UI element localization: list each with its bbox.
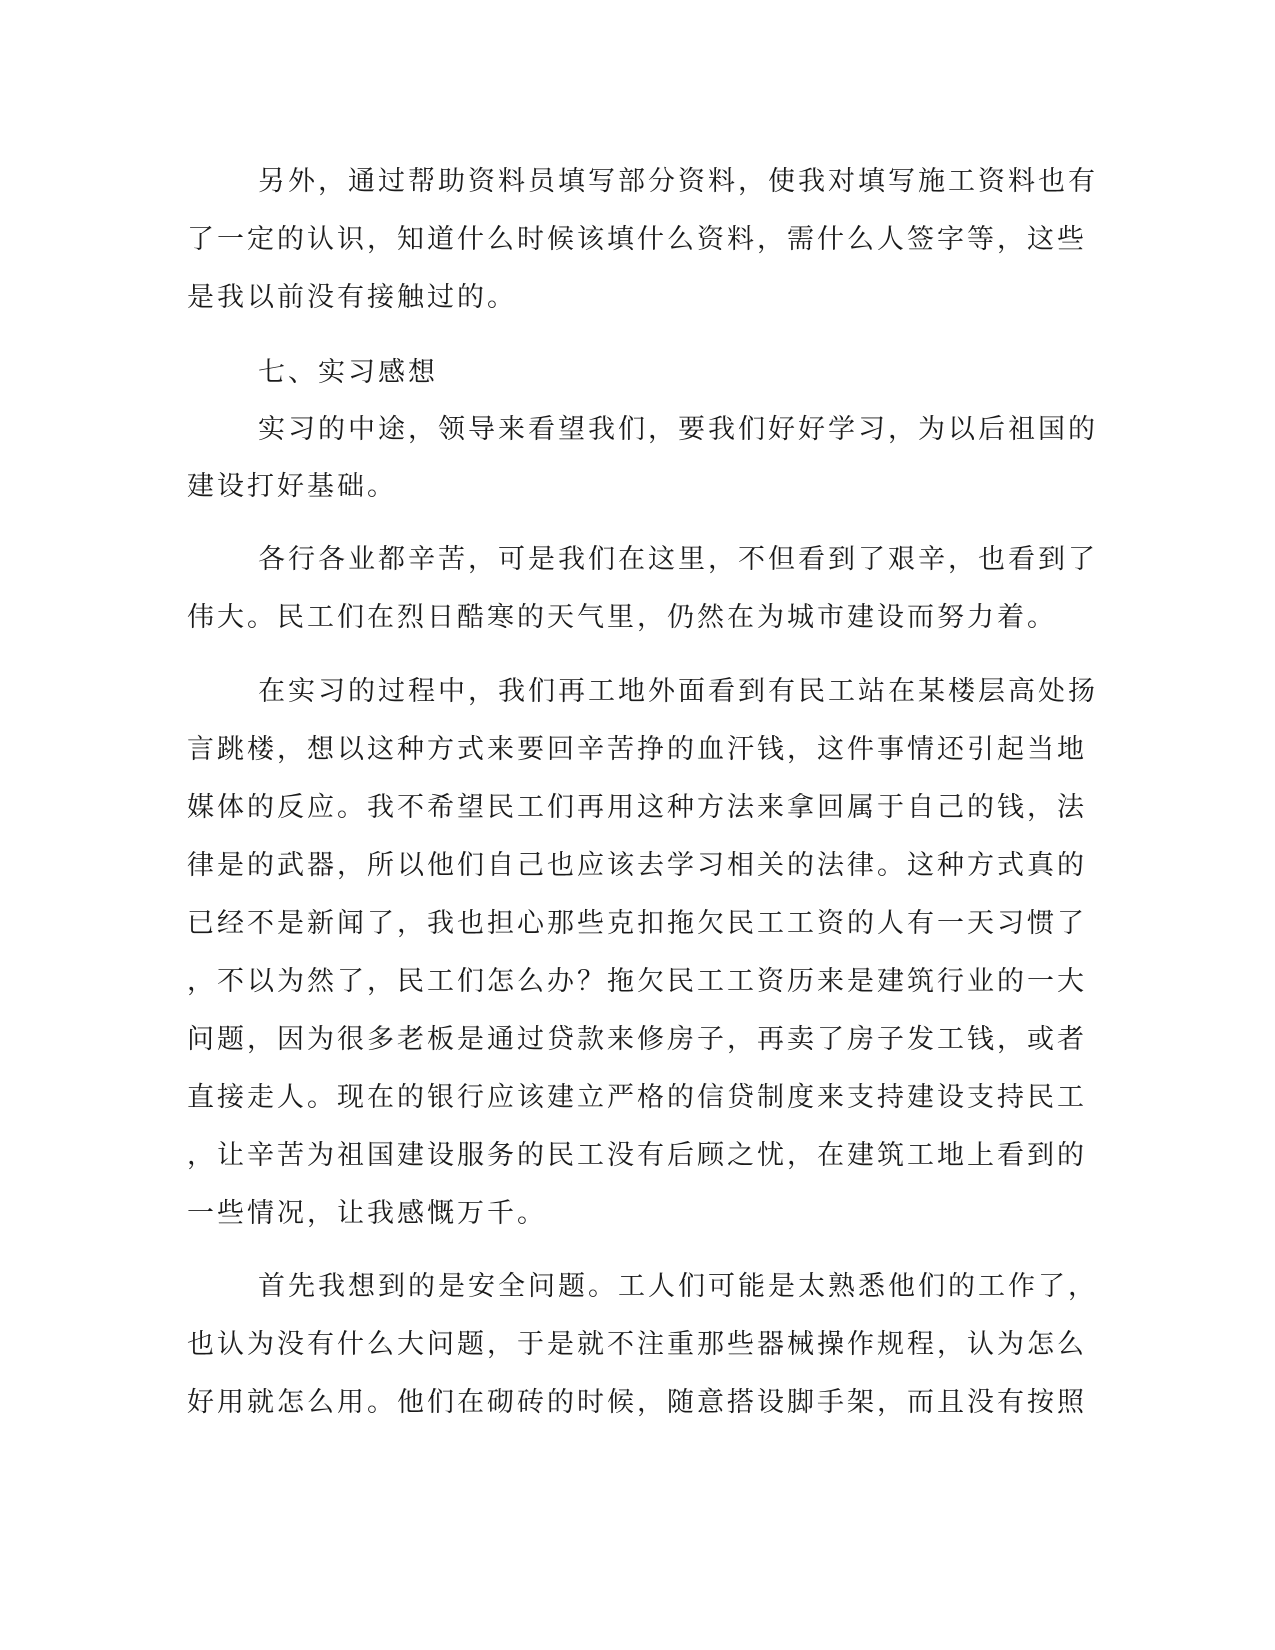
paragraph-line: ，不以为然了，民工们怎么办？拖欠民工工资历来是建筑行业的一大 xyxy=(187,966,1087,997)
paragraph-line: 另外，通过帮助资料员填写部分资料，使我对填写施工资料也有 xyxy=(258,166,1098,197)
paragraph-line: 言跳楼，想以这种方式来要回辛苦挣的血汗钱，这件事情还引起当地 xyxy=(187,734,1087,765)
paragraph-line: 已经不是新闻了，我也担心那些克扣拖欠民工工资的人有一天习惯了 xyxy=(187,908,1087,939)
paragraph-line: 在实习的过程中，我们再工地外面看到有民工站在某楼层高处扬 xyxy=(258,676,1098,707)
paragraph-line: 好用就怎么用。他们在砌砖的时候，随意搭设脚手架，而且没有按照 xyxy=(187,1387,1087,1418)
paragraph-line: 首先我想到的是安全问题。工人们可能是太熟悉他们的工作了， xyxy=(258,1271,1098,1302)
paragraph-line: 媒体的反应。我不希望民工们再用这种方法来拿回属于自己的钱，法 xyxy=(187,792,1087,823)
paragraph-line: 是我以前没有接触过的。 xyxy=(187,282,517,313)
paragraph-line: 各行各业都辛苦，可是我们在这里，不但看到了艰辛，也看到了 xyxy=(258,544,1098,575)
paragraph-line: 一些情况，让我感慨万千。 xyxy=(187,1198,547,1229)
section-heading: 七、实习感想 xyxy=(258,357,438,388)
paragraph-line: 直接走人。现在的银行应该建立严格的信贷制度来支持建设支持民工 xyxy=(187,1082,1087,1113)
paragraph-line: 伟大。民工们在烈日酷寒的天气里，仍然在为城市建设而努力着。 xyxy=(187,602,1057,633)
paragraph-line: 律是的武器，所以他们自己也应该去学习相关的法律。这种方式真的 xyxy=(187,850,1087,881)
paragraph-line: 也认为没有什么大问题，于是就不注重那些器械操作规程，认为怎么 xyxy=(187,1329,1087,1360)
paragraph-line: ，让辛苦为祖国建设服务的民工没有后顾之忧，在建筑工地上看到的 xyxy=(187,1140,1087,1171)
paragraph-line: 实习的中途，领导来看望我们，要我们好好学习，为以后祖国的 xyxy=(258,414,1098,445)
paragraph-line: 了一定的认识，知道什么时候该填什么资料，需什么人签字等，这些 xyxy=(187,224,1087,255)
paragraph-line: 建设打好基础。 xyxy=(187,471,397,502)
paragraph-line: 问题，因为很多老板是通过贷款来修房子，再卖了房子发工钱，或者 xyxy=(187,1024,1087,1055)
